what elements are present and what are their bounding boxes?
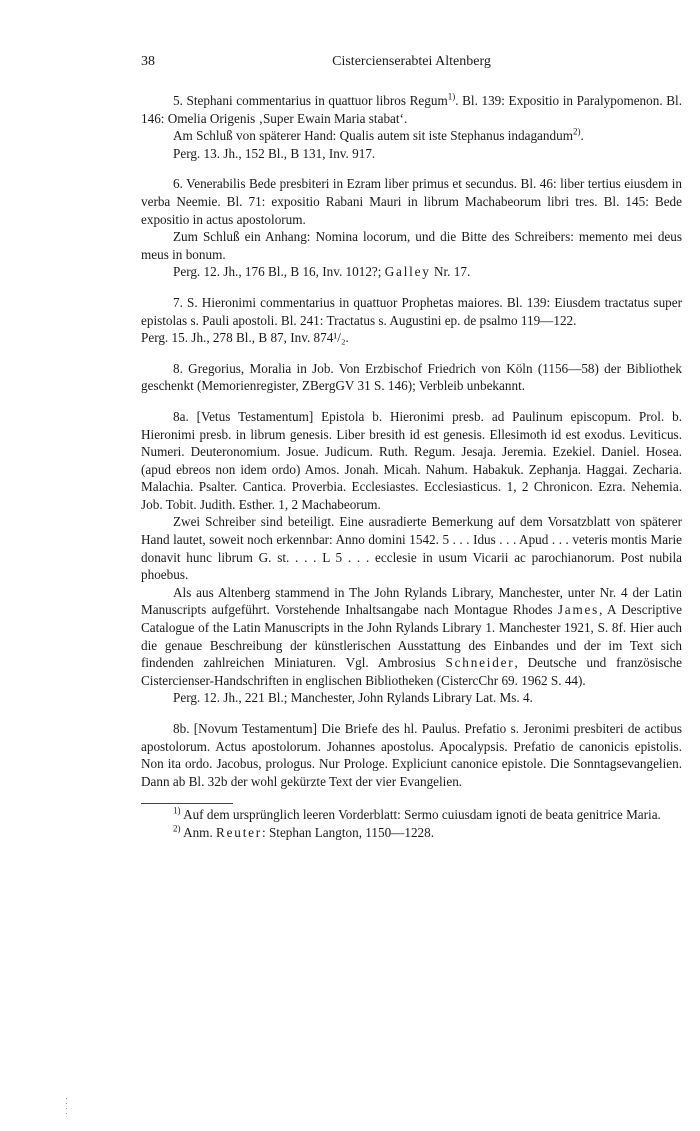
catalogue-entry-8 [141,360,682,395]
footnote: $^{2)}$ Anm. Reuter: Stephan Langton, 1150—1228. [173,823,435,840]
catalogue-entry-6 [141,175,682,281]
catalogue-text [141,92,682,842]
catalogue-entry-5 [141,92,682,162]
entry-paragraph: 8a. [Vetus Testamentum] Epistola b. Hieronimi presb. ad Paulinum episcopum. Prol. b. Hieronimi presb. in librum genesis. Liber bresith id est genesis. Ellesimoth id est exodus. Leviticus. Numeri. Deuteronomium. Josue. Judicum. Ruth. Regum. Jesaja. Jeremia. Ezekiel. Daniel. Hosea. (apud ebreos non idem ordo) Amos. Jonah. Micah. Nahum. Habakuk. Zephanja. Haggai. Zecharia. Malachia. Psalter. Cantica. Proverbia. Ecclesiastes. Ecclesiasticus. 1, 2 Chronicon. Ezra. Nehemia. Job. Tobit. Judith. Esther. 1, 2 Machabeorum. [141,408,682,512]
footnote-marker: 2) [173,823,181,834]
entry-paragraph: 7. S. Hieronimi commentarius in quattuor Prophetas maiores. Bl. 139: Eiusdem tractatus super epistolas s. Pauli apostoli. Bl. 241: Tractatus s. Augustini ep. de psalmo 119—122. [141,294,682,328]
entry-paragraph: Als aus Altenberg stammend in The John Rylands Library, Manchester, unter Nr. 4 der Latin Manuscripts aufgeführt. Vorstehende Inhaltsangabe nach Montague Rhodes James, A Descriptive Catalogue of the Latin Manuscripts in the John Rylands Library 1. Manchester 1921, S. 8f. Hier auch die genaue Beschreibung der künstlerischen Ausstattung des Einbandes und der im Text sich findenden zahlreichen Miniaturen. Vgl. Ambrosius Schneider, Deutsche und französische Cistercienser-Handschriften in englischen Bibliotheken (CistercChr 69. 1962 S. 44). [141,584,682,688]
page-number: 38 [141,54,155,69]
catalogue-entry-8a [141,408,682,707]
entry-paragraph: 8. Gregorius, Moralia in Job. Von Erzbischof Friedrich von Köln (1156—58) der Bibliothek geschenkt (Memorienregister, ZBergGV 31 S. 146); Verbleib unbekannt. [141,360,682,394]
spaced-author-name: Schneider [445,655,515,671]
footnotes [141,806,682,841]
spaced-author-name: James [557,602,600,618]
entry-paragraph: Perg. 12. Jh., 221 Bl.; Manchester, John Rylands Library Lat. Ms. 4. [173,690,533,706]
page-header [141,54,682,74]
entry-paragraph: Perg. 13. Jh., 152 Bl., B 131, Inv. 917. [173,145,376,161]
footnote: $^{1)}$ Auf dem ursprünglich leeren Vorderblatt: Sermo cuiusdam ignoti de beata genitrice Maria. [173,805,661,823]
catalogue-entries [141,92,682,790]
entry-paragraph: Zum Schluß ein Anhang: Nomina locorum, und die Bitte des Schreibers: memento mei deus meus in bonum. [141,229,682,262]
spaced-author-name: Reuter [216,824,262,840]
footnote-marker: 1) [447,91,456,102]
entry-paragraph: Perg. 15. Jh., 278 Bl., B 87, Inv. 874¹/₂. [141,330,349,346]
catalogue-entry-8b [141,720,682,790]
margin-marks [66,1098,70,1118]
spaced-author-name: Galley [384,264,431,280]
entry-paragraph: 8b. [Novum Testamentum] Die Briefe des hl. Paulus. Prefatio s. Jeronimi presbiteri de actibus apostolorum. Actus apostolorum. Johannes apostolus. Apocalypsis. Prefatio de canonicis epistolis. Non ita ordo. Jacobus, prologus. Nur Prologe. Expliciunt canonice epistole. Die Sonntagsevangelien. Dann ab Bl. 32b der wohl gekürzte Text der vier Evangelien. [141,721,682,789]
catalogue-entry-7 [141,294,682,347]
entry-paragraph: Perg. 12. Jh., 176 Bl., B 16, Inv. 1012?; Galley Nr. 17. [173,264,471,280]
entry-paragraph: 6. Venerabilis Bede presbiteri in Ezram liber primus et secundus. Bl. 46: liber tertius eiusdem in verba Neemie. Bl. 71: expositio Rabani Mauri in librum Machabeorum libri tres. Bl. 145: Bede expositio in actus apostolorum. [141,176,682,227]
footnote-marker: 2) [572,126,581,137]
running-title: Cistercienserabtei Altenberg [332,54,491,69]
entry-paragraph: Zwei Schreiber sind beteiligt. Eine ausradierte Bemerkung auf dem Vorsatzblatt von späterer Hand lautet, soweit noch erkennbar: Anno domini 1542. 5 . . . Idus . . . Apud . . . veteris montis Marie donavit hunc librum G. st. . . . L 5 . . . ecclesie in usum Vicarii ac parochianorum. Post nubila phoebus. [141,514,682,583]
entry-paragraph: Am Schluß von späterer Hand: Qualis autem sit iste Stephanus indagandum$^{2)}$. [173,126,584,144]
entry-paragraph: 5. Stephani commentarius in quattuor libros Regum$^{1)}$. Bl. 139: Expositio in Paralypomenon. Bl. 146: Omelia Origenis ‚Super Ewain Maria stabat‘. [141,91,683,126]
footnote-rule [141,803,233,804]
footnote-marker: 1) [173,805,181,816]
